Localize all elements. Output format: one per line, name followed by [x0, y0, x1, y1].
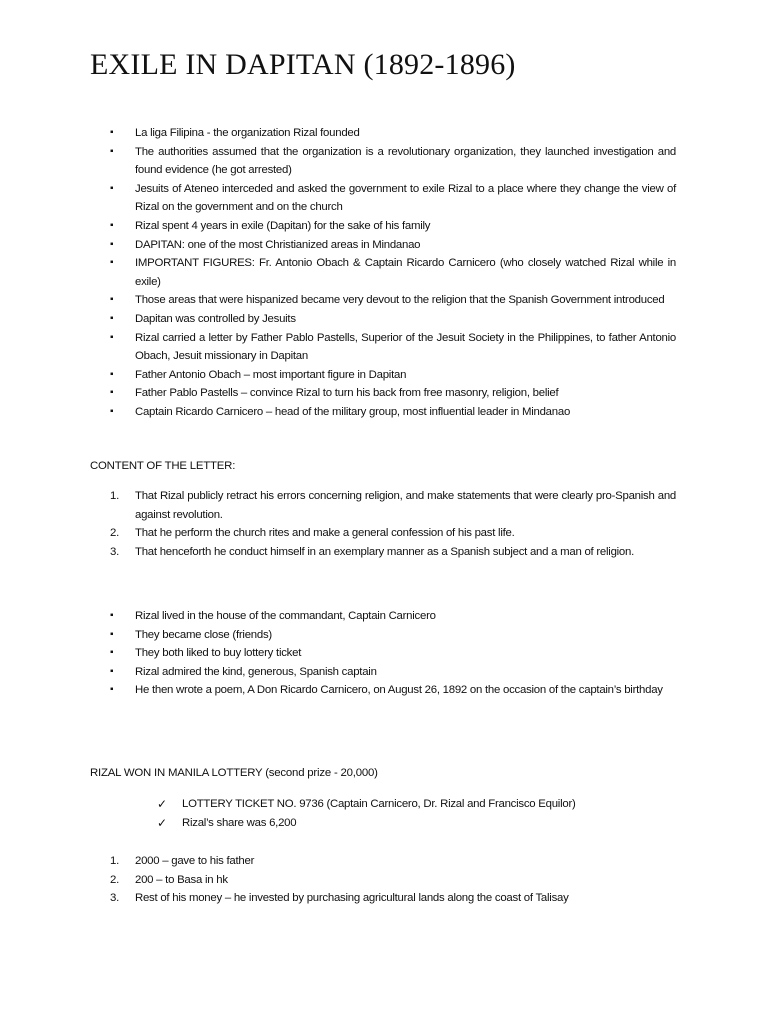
bullet-icon: ▪ — [110, 647, 114, 659]
bullet-icon: ▪ — [110, 331, 114, 343]
bullet-icon: ▪ — [110, 405, 114, 417]
bullet-item-text: The authorities assumed that the organization is a revolutionary organization, they launched investigation and found evidence (he got arrested) — [135, 145, 676, 177]
numbered-item — [110, 871, 676, 890]
bullet-icon: ▪ — [110, 368, 114, 380]
bullet-item-text: DAPITAN: one of the most Christianized areas in Mindanao — [135, 238, 421, 251]
check-item — [157, 795, 677, 814]
bullet-item-text: They both liked to buy lottery ticket — [135, 647, 302, 660]
bullet-icon: ▪ — [110, 182, 114, 194]
lottery-checklist — [157, 795, 677, 832]
numbered-item — [110, 524, 676, 543]
numbered-item — [110, 852, 676, 871]
bullet-item — [110, 310, 676, 329]
bullet-icon: ▪ — [110, 238, 114, 250]
check-item-text: LOTTERY TICKET NO. 9736 (Captain Carnicero, Dr. Rizal and Francisco Equilor) — [182, 798, 576, 810]
bullet-item-text: Father Antonio Obach – most important figure in Dapitan — [135, 368, 407, 381]
bullet-icon: ▪ — [110, 610, 114, 621]
bullet-item — [110, 681, 676, 700]
bullet-icon: ▪ — [110, 294, 114, 306]
numbered-item-text: That he perform the church rites and make a general confession of his past life. — [135, 527, 515, 540]
bullet-item — [110, 291, 676, 310]
bullet-item-text: Jesuits of Ateneo interceded and asked the government to exile Rizal to a place where they change the view of Rizal on the government and on the church — [135, 182, 676, 214]
bullet-item — [110, 384, 676, 403]
bullet-item-text: He then wrote a poem, A Don Ricardo Carnicero, on August 26, 1892 on the occasion of the captain’s birthday — [135, 684, 663, 697]
bullet-item-text: Rizal carried a letter by Father Pablo Pastells, Superior of the Jesuit Society in the Philippines, to father Antonio Obach, Jesuit missionary in Dapitan — [135, 331, 676, 363]
numbered-item — [110, 889, 676, 908]
bullet-item-text: Father Pablo Pastells – convince Rizal to turn his back from free masonry, religion, belief — [135, 387, 559, 400]
bullet-item-text: Rizal lived in the house of the commandant, Captain Carnicero — [135, 610, 436, 622]
numbered-item-text: That Rizal publicly retract his errors concerning religion, and make statements that were clearly pro-Spanish and against revolution. — [135, 490, 676, 521]
bullet-item — [110, 366, 676, 385]
bullet-icon: ▪ — [110, 257, 114, 269]
bullet-icon: ▪ — [110, 127, 114, 138]
intro-bullet-list — [110, 124, 676, 422]
bullet-item — [110, 329, 676, 366]
bullet-icon: ▪ — [110, 684, 114, 696]
list-number: 3. — [110, 892, 119, 905]
list-number: 2. — [110, 527, 119, 540]
numbered-item — [110, 543, 676, 562]
bullet-icon: ▪ — [110, 628, 114, 640]
bullet-item — [110, 217, 676, 236]
bullet-icon: ▪ — [110, 145, 114, 157]
bullet-item — [110, 663, 676, 682]
money-usage-list — [110, 852, 676, 908]
bullet-icon: ▪ — [110, 387, 114, 399]
bullet-item — [110, 403, 676, 422]
list-number: 1. — [110, 855, 119, 867]
letter-content-list — [110, 487, 676, 561]
bullet-icon: ▪ — [110, 665, 114, 677]
bullet-item — [110, 236, 676, 255]
lottery-heading: RIZAL WON IN MANILA LOTTERY (second prize - 20,000) — [90, 767, 378, 779]
numbered-item-text: 2000 – gave to his father — [135, 855, 255, 867]
bullet-item — [110, 626, 676, 645]
check-item — [157, 814, 677, 833]
bullet-item-text: Those areas that were hispanized became very devout to the religion that the Spanish Government introduced — [135, 294, 665, 307]
bullet-item — [110, 644, 676, 663]
numbered-item — [110, 487, 676, 524]
bullet-item — [110, 254, 676, 291]
page-title: EXILE IN DAPITAN (1892-1896) — [90, 48, 516, 81]
list-number: 3. — [110, 545, 119, 558]
letter-heading: CONTENT OF THE LETTER: — [90, 460, 236, 472]
bullet-icon: ▪ — [110, 312, 114, 324]
bullet-item — [110, 143, 676, 180]
list-number: 2. — [110, 873, 119, 886]
numbered-item-text: 200 – to Basa in hk — [135, 873, 228, 886]
check-icon: ✓ — [157, 797, 167, 811]
check-item-text: Rizal’s share was 6,200 — [182, 816, 297, 829]
numbered-item-text: That henceforth he conduct himself in an exemplary manner as a Spanish subject and a man of religion. — [135, 545, 635, 558]
bullet-item — [110, 124, 676, 143]
bullet-item — [110, 180, 676, 217]
bullet-item-text: La liga Filipina - the organization Rizal founded — [135, 127, 360, 139]
bullet-item-text: IMPORTANT FIGURES: Fr. Antonio Obach & Captain Ricardo Carnicero (who closely watched Rizal while in exile) — [135, 257, 676, 288]
list-number: 1. — [110, 490, 119, 502]
bullet-item-text: They became close (friends) — [135, 628, 272, 641]
bullet-item-text: Dapitan was controlled by Jesuits — [135, 312, 296, 325]
bullet-item-text: Rizal admired the kind, generous, Spanish captain — [135, 665, 377, 678]
bullet-icon: ▪ — [110, 219, 114, 231]
bullet-item — [110, 607, 676, 626]
numbered-item-text: Rest of his money – he invested by purchasing agricultural lands along the coast of Talisay — [135, 892, 569, 905]
bullet-item-text: Captain Ricardo Carnicero – head of the military group, most influential leader in Mindanao — [135, 405, 571, 418]
bullet-item-text: Rizal spent 4 years in exile (Dapitan) for the sake of his family — [135, 219, 431, 232]
check-icon: ✓ — [157, 815, 167, 830]
carnicero-bullet-list — [110, 607, 676, 700]
